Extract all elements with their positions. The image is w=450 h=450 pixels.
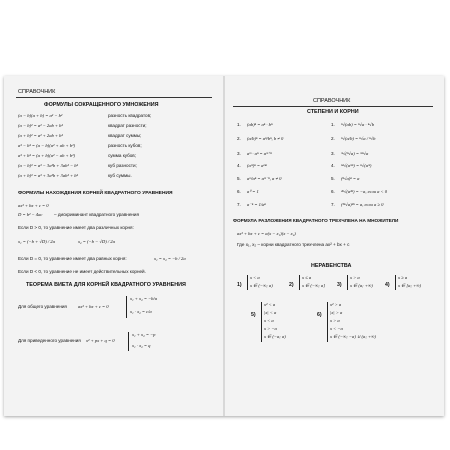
item-number: 6) bbox=[317, 312, 322, 318]
system-brace bbox=[395, 275, 396, 290]
item-number: 3) bbox=[337, 282, 342, 288]
right-page bbox=[225, 76, 444, 416]
root-formula: ⁿᵏ√(aᵐᵏ) = ⁿ√(aᵐ) bbox=[341, 163, 372, 168]
system-brace bbox=[128, 332, 129, 351]
page-header: СПРАВОЧНИК bbox=[313, 98, 351, 104]
item-number: 1. bbox=[331, 122, 335, 127]
system-brace bbox=[261, 302, 262, 342]
section-title: ТЕОРЕМА ВИЕТА ДЛЯ КОРНЕЙ КВАДРАТНОГО УРАВНЕНИЯ bbox=[26, 282, 186, 288]
system-brace bbox=[126, 296, 127, 318]
inequality-line: x < a bbox=[250, 275, 260, 280]
section-title: ФОРМУЛЫ НАХОЖДЕНИЯ КОРНЕЙ КВАДРАТНОГО УРАВНЕНИЯ bbox=[18, 191, 173, 196]
item-number: 6. bbox=[331, 189, 335, 194]
root-formula: ²ⁿ√(a²ⁿ) = −a, если a < 0 bbox=[341, 189, 388, 194]
inequality-line: x ∈ (−a; a) bbox=[264, 334, 286, 339]
formula-desc: квадрат суммы; bbox=[108, 133, 142, 138]
power-formula: (aᵐ)ⁿ = aᵐⁿ bbox=[247, 163, 267, 168]
factor-formula: ax² + bx + c = a(x − x₁)(x − x₂) bbox=[237, 231, 296, 236]
power-formula: (a/b)ⁿ = aⁿ/bⁿ, b ≠ 0 bbox=[247, 136, 284, 141]
vieta-formula: x₁ + x₂ = −p bbox=[132, 332, 156, 337]
inequality-line: x ∈ (−∞; a] bbox=[302, 283, 326, 288]
inequality-line: x > a bbox=[350, 275, 360, 280]
formula: a³ + b³ = (a + b)(a² − ab + b²) bbox=[18, 153, 75, 158]
section-title: СТЕПЕНИ И КОРНИ bbox=[307, 109, 359, 115]
page-header: СПРАВОЧНИК bbox=[18, 89, 56, 95]
item-number: 5) bbox=[251, 312, 256, 318]
item-number: 4) bbox=[385, 282, 390, 288]
factor-text: Где x₁, x₂ – корни квадратного трехчлена ax² + bx + c bbox=[237, 242, 350, 247]
inequality-line: x² < a bbox=[264, 302, 276, 307]
root-formula: (ⁿ√a)ⁿ = a bbox=[341, 176, 360, 181]
inequality-line: x² > a bbox=[330, 302, 342, 307]
inequality-line: x < a bbox=[264, 318, 274, 323]
left-page bbox=[4, 76, 223, 416]
root-formula: ᵐ√(ⁿ√a) = ᵐⁿ√a bbox=[341, 151, 369, 156]
item-number: 7. bbox=[237, 202, 241, 207]
item-number: 2. bbox=[237, 136, 241, 141]
formula: a³ − b³ = (a − b)(a² + ab + b²) bbox=[18, 143, 75, 148]
formula: (a + b)³ = a³ + 3a²b + 3ab² + b³ bbox=[18, 173, 78, 178]
inequality-line: x ∈ (−∞; −a) ∪ (a; +∞) bbox=[330, 334, 376, 339]
section-title: ФОРМУЛА РАЗЛОЖЕНИЯ КВАДРАТНОГО ТРЕХЧЛЕНА НА МНОЖИТЕЛИ bbox=[233, 218, 399, 223]
item-number: 5. bbox=[237, 176, 241, 181]
case-text: Если D < 0, то уравнение не имеет действительных корней. bbox=[18, 269, 146, 274]
formula-desc: куб суммы. bbox=[108, 173, 132, 178]
inequality-line: |x| < a bbox=[264, 310, 277, 315]
quadratic-equation: ax² + bx + c = 0 bbox=[18, 203, 49, 208]
formula-desc: разность кубов; bbox=[108, 143, 142, 148]
header-rule bbox=[233, 106, 433, 107]
vieta-label: Для общего уравнения bbox=[18, 304, 67, 309]
vieta-formula: x₁ · x₂ = c/a bbox=[130, 309, 152, 314]
root-formula: (²ⁿ√a)²ⁿ = a, если a ≥ 0 bbox=[341, 202, 384, 207]
power-formula: aᵐ · aⁿ = aᵐ⁺ⁿ bbox=[247, 151, 272, 156]
section-title: ФОРМУЛЫ СОКРАЩЕННОГО УМНОЖЕНИЯ bbox=[44, 102, 159, 108]
formula-desc: разность квадратов; bbox=[108, 113, 152, 118]
item-number: 2. bbox=[331, 136, 335, 141]
inequality-line: x > −a bbox=[264, 326, 277, 331]
inequality-line: x ∈ [a; +∞) bbox=[398, 283, 422, 288]
power-formula: aᵐ/aⁿ = aᵐ⁻ⁿ, a ≠ 0 bbox=[247, 176, 282, 181]
item-number: 1) bbox=[237, 282, 242, 288]
item-number: 3. bbox=[237, 151, 241, 156]
inequality-line: x > a bbox=[330, 318, 340, 323]
system-brace bbox=[247, 275, 248, 290]
power-formula: a⁻ⁿ = 1/aⁿ bbox=[247, 202, 266, 207]
vieta-equation: ax² + bx + c = 0 bbox=[78, 304, 109, 309]
root-formula: ⁿ√(a/b) = ⁿ√a / ⁿ√b bbox=[341, 136, 376, 141]
formula: (a − b)² = a² − 2ab + b² bbox=[18, 123, 63, 128]
inequality-line: x ∈ (a; +∞) bbox=[350, 283, 373, 288]
system-brace bbox=[327, 302, 328, 342]
item-number: 2) bbox=[289, 282, 294, 288]
inequality-line: x ∈ (−∞; a) bbox=[250, 283, 273, 288]
item-number: 5. bbox=[331, 176, 335, 181]
formula-desc: сумма кубов; bbox=[108, 153, 137, 158]
inequality-line: x < −a bbox=[330, 326, 343, 331]
case-text: Если D = 0, то уравнение имеет два равных корня: bbox=[18, 256, 127, 261]
root-formula: x₁ = x₂ = −b / 2a bbox=[154, 256, 186, 261]
item-number: 6. bbox=[237, 189, 241, 194]
item-number: 4. bbox=[331, 163, 335, 168]
item-number: 1. bbox=[237, 122, 241, 127]
root-formula: x₂ = (−b − √D) / 2a bbox=[78, 239, 115, 244]
item-number: 7. bbox=[331, 202, 335, 207]
item-number: 4. bbox=[237, 163, 241, 168]
discriminant-text: – дискриминант квадратного уравнения bbox=[54, 212, 139, 217]
case-text: Если D > 0, то уравнение имеет два различных корня: bbox=[18, 225, 134, 230]
formula-desc: куб разности; bbox=[108, 163, 137, 168]
root-formula: ⁿ√(ab) = ⁿ√a · ⁿ√b bbox=[341, 122, 374, 127]
formula-desc: квадрат разности; bbox=[108, 123, 147, 128]
header-rule bbox=[16, 97, 212, 98]
root-formula: x₁ = (−b + √D) / 2a bbox=[18, 239, 55, 244]
inequality-line: x ≤ a bbox=[302, 275, 312, 280]
section-title: НЕРАВЕНСТВА bbox=[311, 263, 352, 269]
discriminant-formula: D = b² − 4ac bbox=[18, 212, 43, 217]
formula: (a − b)³ = a³ − 3a²b + 3ab² − b³ bbox=[18, 163, 78, 168]
system-brace bbox=[347, 275, 348, 290]
formula: (a + b)² = a² + 2ab + b² bbox=[18, 133, 63, 138]
vieta-formula: x₁ · x₂ = q bbox=[132, 343, 151, 348]
inequality-line: |x| > a bbox=[330, 310, 343, 315]
book-spread bbox=[4, 76, 444, 416]
power-formula: (ab)ⁿ = aⁿ · bⁿ bbox=[247, 122, 273, 127]
inequality-line: x ≥ a bbox=[398, 275, 408, 280]
system-brace bbox=[299, 275, 300, 290]
item-number: 3. bbox=[331, 151, 335, 156]
vieta-formula: x₁ + x₂ = −b/a bbox=[130, 296, 158, 301]
power-formula: a⁰ = 1 bbox=[247, 189, 259, 194]
vieta-equation: x² + px + q = 0 bbox=[86, 338, 115, 343]
vieta-label: Для приведенного уравнения bbox=[18, 338, 81, 343]
formula: (a − b)(a + b) = a² − b² bbox=[18, 113, 63, 118]
